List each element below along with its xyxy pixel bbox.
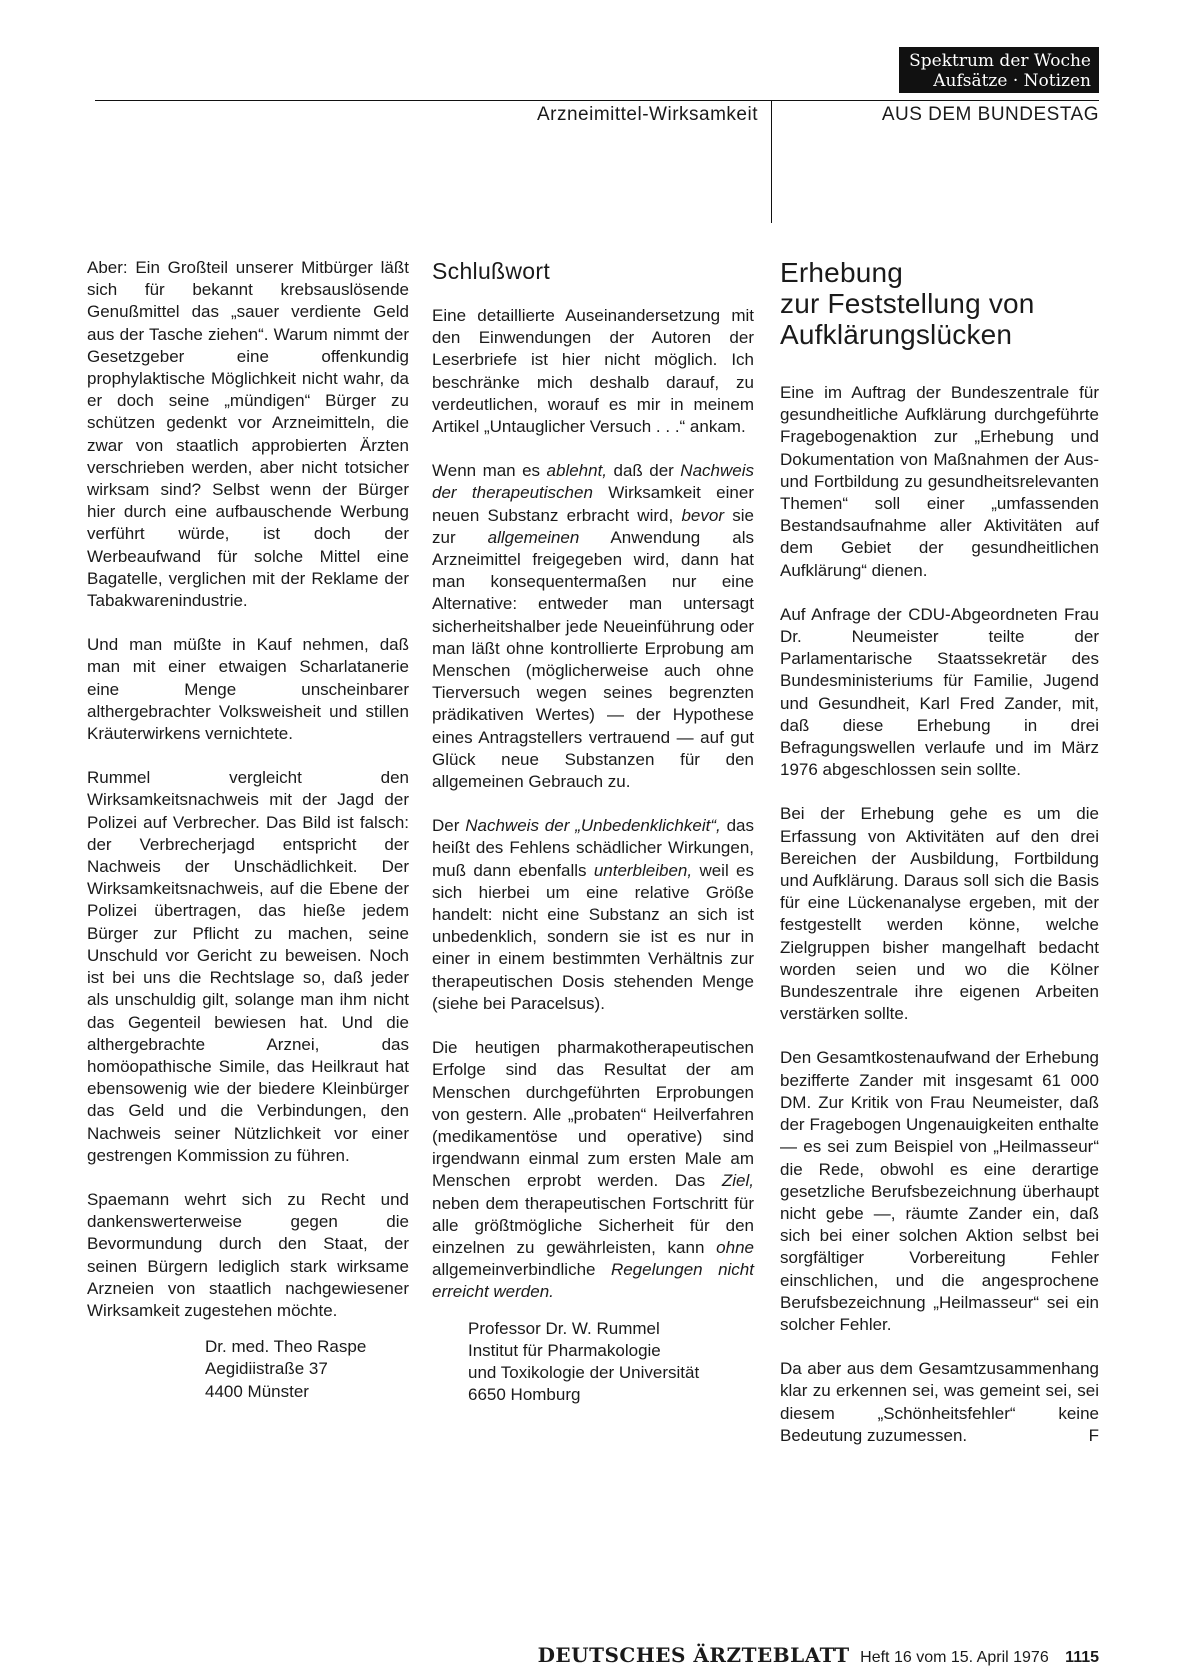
header-rule xyxy=(95,100,1099,101)
article-heading: Erhebung zur Feststellung von Aufklärungslücken xyxy=(780,257,1035,350)
author-institute: Institut für Pharmakologie xyxy=(468,1340,661,1360)
author-street: Aegidiistraße 37 xyxy=(205,1359,328,1379)
issue-info: Heft 16 vom 15. April 1976 xyxy=(860,1649,1049,1666)
section-title-right: AUS DEM BUNDESTAG xyxy=(881,104,1099,125)
page-number: 1115 xyxy=(1065,1649,1099,1666)
journal-name: DEUTSCHES ÄRZTEBLATT xyxy=(537,1643,850,1667)
paragraph: Spaemann wehrt sich zu Recht und dankenswerterweise gegen die Bevormundung durch den Staat, der seinen Bürgern lediglich stark wirksame Arzneien von staatlich nachgewiesener Wirksamkeit zugestehen möchte. xyxy=(87,1189,409,1320)
column-1 xyxy=(87,257,409,1403)
paragraph: Aber: Ein Großteil unserer Mitbürger läßt sich für bekannt krebsauslösende Genußmittel das „sauer verdiente Geld aus der Tasche ziehen“. Warum nimmt der Gesetzgeber eine offenkundig prophylaktische Möglichkeit nicht wahr, da er doch seine „mündigen“ Bürger zu schützen gedenkt vor Arzneimitteln, die zwar von staatlich approbierten Ärzten verschrieben werden, aber nicht totsicher wirksam sind? Selbst wenn der Bürger hier durch eine aufbauschende Werbung verführt würde, ist doch der Werbeaufwand für solche Mittel eine Bagatelle, verglichen mit der Reklame der Tabakwarenindustrie. xyxy=(87,258,409,611)
paragraph: Die heutigen pharmakotherapeutischen Erfolge sind das Resultat der am Menschen durchgeführten Erprobungen von gestern. Alle „probaten“ Heilverfahren (medikamentöse und operative) sind irgendwann einmal zum ersten Male am Menschen erprobt werden. Das Ziel, neben dem therapeutischen Fortschritt für alle größtmögliche Sicherheit für den einzelnen zu gewährleisten, kann ohne allgemeinverbindliche Regelungen nicht erreicht werden. xyxy=(432,1038,754,1302)
column-2 xyxy=(432,257,754,1406)
paragraph: Auf Anfrage der CDU-Abgeordneten Frau Dr. Neumeister teilte der Parlamentarische Staatssekretär des Bundesministeriums für Familie, Jugend und Gesundheit, Karl Fred Zander, mit, daß diese Erhebung in drei Befragungswellen verlaufe und im März 1976 abgeschlossen sein sollte. xyxy=(780,604,1099,780)
author-name: Dr. med. Theo Raspe xyxy=(205,1337,367,1357)
brand-line-1: Spektrum der Woche xyxy=(909,51,1091,71)
page-footer xyxy=(460,1643,1099,1667)
header-divider xyxy=(771,100,772,223)
author-institute: und Toxikologie der Universität xyxy=(468,1362,700,1382)
paragraph: Und man müßte in Kauf nehmen, daß man mit einer etwaigen Scharlatanerie eine Menge unscheinbarer althergebrachter Volksweisheit und stillen Kräuterwirkens vernichtete. xyxy=(87,635,409,744)
column-3 xyxy=(780,257,1099,1469)
paragraph: Da aber aus dem Gesamtzusammenhang klar zu erkennen sei, was gemeint sei, sei diesem „Schönheitsfehler“ keine Bedeutung zuzumessen. F xyxy=(780,1358,1099,1447)
section-heading: Schlußwort xyxy=(432,258,551,284)
paragraph: Wenn man es ablehnt, daß der Nachweis der therapeutischen Wirksamkeit einer neuen Substanz erbracht wird, bevor sie zur allgemeinen Anwendung als Arzneimittel freigegeben wird, dann hat man konsequentermaßen nur eine Alternative: entweder man untersagt sicherheitshalber jede Neueinführung oder man läßt ohne kontrollierte Erprobung am Menschen (möglicherweise auch ohne Tierversuch wegen seines begrenzten prädikativen Wertes) — der Hypothese eines Antragstellers vertrauend — auf gut Glück neue Substanzen für den allgemeinen Gebrauch zu. xyxy=(432,461,754,792)
signature-raspe xyxy=(87,1336,409,1403)
paragraph: Eine im Auftrag der Bundeszentrale für gesundheitliche Aufklärung durchgeführte Fragebogenaktion zur „Erhebung und Dokumentation von Maßnahmen der Aus- und Fortbildung zu gesundheitsrelevanten Themen“ soll einer „umfassenden Bestandsaufnahme aller Aktivitäten auf dem Gebiet der gesundheitlichen Aufklärung“ dienen. xyxy=(780,383,1099,580)
paragraph: Den Gesamtkostenaufwand der Erhebung bezifferte Zander mit insgesamt 61 000 DM. Zur Kritik von Frau Neumeister, daß der Fragebogen Ungenauigkeiten enthalte — es sei zum Beispiel von „Heilmasseur“ die Rede, obwohl es eine derartige gesetzliche Berufsbezeichnung überhaupt nicht gebe —, räumte Zander ein, daß sich bei einer solchen Aktion selbst bei sorgfältiger Vorbereitung Fehler einschlichen, und die angesprochene Berufsbezeichnung „Heilmasseur“ sei ein solcher Fehler. xyxy=(780,1048,1099,1334)
brand-line-2: Aufsätze · Notizen xyxy=(933,71,1091,91)
author-initial: F xyxy=(1088,1425,1099,1445)
journal-section-label xyxy=(899,47,1099,93)
signature-rummel xyxy=(432,1318,754,1407)
author-city: 6650 Homburg xyxy=(468,1385,581,1405)
paragraph: Rummel vergleicht den Wirksamkeitsnachweis mit der Jagd der Polizei auf Verbrecher. Das Bild ist falsch: der Verbrecherjagd entspricht der Nachweis der Unschädlichkeit. Der Wirksamkeitsnachweis, auf die Ebene der Polizei übertragen, das hieße jedem Bürger zur Pflicht zu machen, seine Unschuld vor Gericht zu beweisen. Noch ist bei uns die Rechtslage so, daß jeder als unschuldig gilt, solange man ihm nicht das Gegenteil bewiesen hat. Und die althergebrachte Arznei, das homöopathische Simile, das Heilkraut hat ebensowenig wie der biedere Kleinbürger das Geld und die Verbindungen, den Nachweis seiner Nützlichkeit vor einer gestrengen Kommission zu führen. xyxy=(87,768,409,1165)
author-name: Professor Dr. W. Rummel xyxy=(468,1318,660,1338)
paragraph: Bei der Erhebung gehe es um die Erfassung von Aktivitäten auf den drei Bereichen der Ausbildung, Fortbildung und Aufklärung. Daraus soll sich die Basis für eine Lückenanalyse ergeben, mit der festgestellt werden könne, welche Zielgruppen bisher mangelhaft bedacht worden seien und wo die Kölner Bundeszentrale ihre eigenen Arbeiten verstärken sollte. xyxy=(780,804,1099,1024)
author-city: 4400 Münster xyxy=(205,1381,309,1401)
paragraph: Eine detaillierte Auseinandersetzung mit den Einwendungen der Autoren der Leserbriefe ist hier nicht möglich. Ich beschränke mich deshalb darauf, zu verdeutlichen, worauf es mir in meinem Artikel „Untauglicher Versuch . . .“ ankam. xyxy=(432,306,754,437)
section-title-left: Arzneimittel-Wirksamkeit xyxy=(536,104,758,125)
paragraph: Der Nachweis der „Unbedenklichkeit“, das heißt des Fehlens schädlicher Wirkungen, muß dann ebenfalls unterbleiben, weil es sich hierbei um eine relative Größe handelt: nicht eine Substanz an sich ist unbedenklich, sondern sie ist es nur in einer in einem bestimmten Verhältnis zur therapeutischen Dosis stehenden Menge (siehe bei Paracelsus). xyxy=(432,816,754,1013)
